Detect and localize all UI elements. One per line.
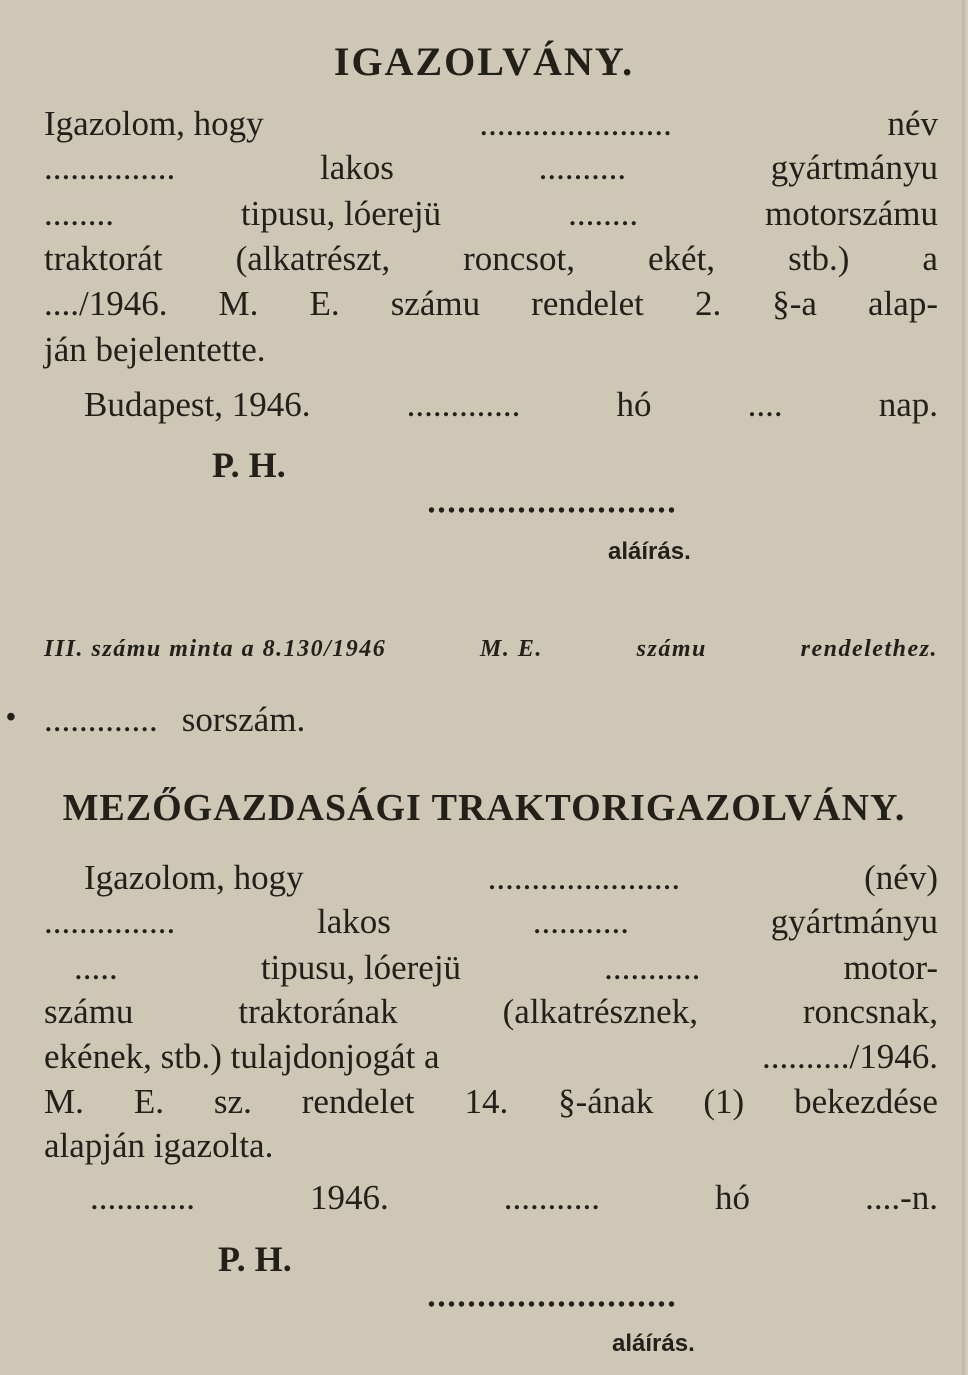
- text-fragment: Igazolom, hogy: [44, 104, 264, 143]
- form1-title: IGAZOLVÁNY.: [333, 39, 635, 84]
- text-fragment: §-ának: [558, 1082, 654, 1121]
- fill-dots: ......................: [487, 858, 681, 897]
- text-fragment: ján bejelentette.: [44, 330, 266, 369]
- text-fragment: 2.: [694, 284, 722, 323]
- date-year: 1946.: [310, 1178, 389, 1217]
- form1-stamp-mark: P. H.: [212, 445, 286, 485]
- text-fragment: sz.: [213, 1082, 252, 1121]
- form2-title: MEZŐGAZDASÁGI TRAKTORIGAZOLVÁNY.: [62, 787, 906, 829]
- note-fragment: III. számu minta a 8.130/1946: [44, 636, 387, 662]
- text-fragment: traktorának: [238, 992, 398, 1031]
- text-fragment: roncsnak,: [802, 992, 938, 1031]
- text-fragment: hó: [715, 1178, 751, 1217]
- form2-line-1: [84, 856, 938, 900]
- text-fragment: nap.: [878, 385, 938, 424]
- fill-dots: .............: [406, 385, 521, 424]
- text-fragment: E.: [309, 284, 340, 323]
- form1-signature-line: •••••••••••••••••••••••••: [428, 500, 679, 522]
- fill-dots: .....: [74, 948, 118, 987]
- form1-line-6: [44, 328, 938, 372]
- fill-dots: ........: [44, 194, 114, 233]
- text-fragment: tipusu, lóerejü: [240, 194, 442, 233]
- form2-line-8: [90, 1176, 938, 1220]
- form2-line-2: [44, 900, 938, 944]
- text-fragment: gyártmányu: [770, 902, 938, 941]
- note-fragment: M. E.: [480, 636, 543, 662]
- text-fragment: (alkatrészt,: [235, 239, 391, 278]
- text-fragment: ........../1946.: [762, 1037, 938, 1076]
- fill-dots: ............: [90, 1178, 195, 1217]
- form2-line-5: [44, 1035, 938, 1079]
- text-fragment: ..../1946.: [44, 284, 168, 323]
- form2-signature-label: aláírás.: [612, 1330, 695, 1357]
- text-fragment: roncsot,: [463, 239, 575, 278]
- text-fragment: §-a: [772, 284, 817, 323]
- form1-line-3: [44, 192, 938, 236]
- form1-line-7: [84, 383, 938, 427]
- form1-signature-label: aláírás.: [608, 538, 691, 565]
- text-fragment: ekét,: [648, 239, 716, 278]
- text-fragment: lakos: [317, 902, 391, 941]
- text-fragment: bekezdése: [794, 1082, 938, 1121]
- form2-line-3: [74, 946, 938, 990]
- text-fragment: lakos: [319, 148, 394, 187]
- form1-line-5: [44, 282, 938, 326]
- text-fragment: név: [887, 104, 938, 143]
- text-fragment: rendelet: [301, 1082, 415, 1121]
- text-fragment: traktorát: [44, 239, 163, 278]
- page-edge: [962, 0, 968, 1375]
- text-fragment: alap-: [868, 284, 938, 323]
- text-fragment: gyártmányu: [770, 148, 938, 187]
- text-fragment: alapján igazolta.: [44, 1126, 274, 1165]
- text-fragment: motor-: [843, 948, 938, 987]
- fill-dots: ...............: [44, 902, 176, 941]
- form2-stamp-mark: P. H.: [218, 1239, 292, 1279]
- serial-line: [44, 698, 938, 742]
- place-date: Budapest, 1946.: [84, 385, 311, 424]
- text-fragment: tipusu, lóerejü: [260, 948, 462, 987]
- form2-signature-line: •••••••••••••••••••••••••: [428, 1294, 679, 1316]
- form1-line-1: [44, 102, 938, 146]
- fill-dots: ....: [747, 385, 783, 424]
- text-fragment: hó: [616, 385, 652, 424]
- text-fragment: a: [922, 239, 938, 278]
- text-fragment: motorszámu: [764, 194, 938, 233]
- text-fragment: Igazolom, hogy: [84, 858, 304, 897]
- text-fragment: (név): [864, 858, 938, 897]
- text-fragment: ekének, stb.) tulajdonjogát a: [44, 1037, 440, 1076]
- fill-dots: ......................: [479, 104, 672, 143]
- note-fragment: számu: [636, 636, 707, 662]
- fill-dots: ...............: [44, 148, 176, 187]
- form1-line-4: [44, 237, 938, 281]
- fill-dots: ........: [568, 194, 639, 233]
- text-fragment: (1): [703, 1082, 745, 1121]
- fill-dots: ...........: [604, 948, 701, 987]
- text-fragment: E.: [133, 1082, 164, 1121]
- fill-dots: ....-n.: [865, 1178, 938, 1217]
- text-fragment: számu: [44, 992, 134, 1031]
- fill-dots: ..........: [538, 148, 627, 187]
- text-fragment: számu: [390, 284, 481, 323]
- text-fragment: stb.): [788, 239, 850, 278]
- fill-dots: .............: [44, 700, 158, 739]
- serial-label: sorszám.: [181, 700, 306, 739]
- text-fragment: rendelet: [531, 284, 644, 323]
- text-fragment: 14.: [464, 1082, 509, 1121]
- form1-line-2: [44, 146, 938, 190]
- text-fragment: (alkatrésznek,: [502, 992, 698, 1031]
- fill-dots: ...........: [503, 1178, 601, 1217]
- note-fragment: rendelethez.: [800, 636, 938, 662]
- regulation-note: [44, 636, 938, 663]
- text-fragment: M.: [44, 1082, 84, 1121]
- fill-dots: ...........: [532, 902, 629, 941]
- bullet-mark: •: [6, 702, 16, 733]
- form2-line-4: [44, 990, 938, 1034]
- text-fragment: M.: [218, 284, 259, 323]
- form2-line-7: [44, 1124, 938, 1168]
- form2-line-6: [44, 1080, 938, 1124]
